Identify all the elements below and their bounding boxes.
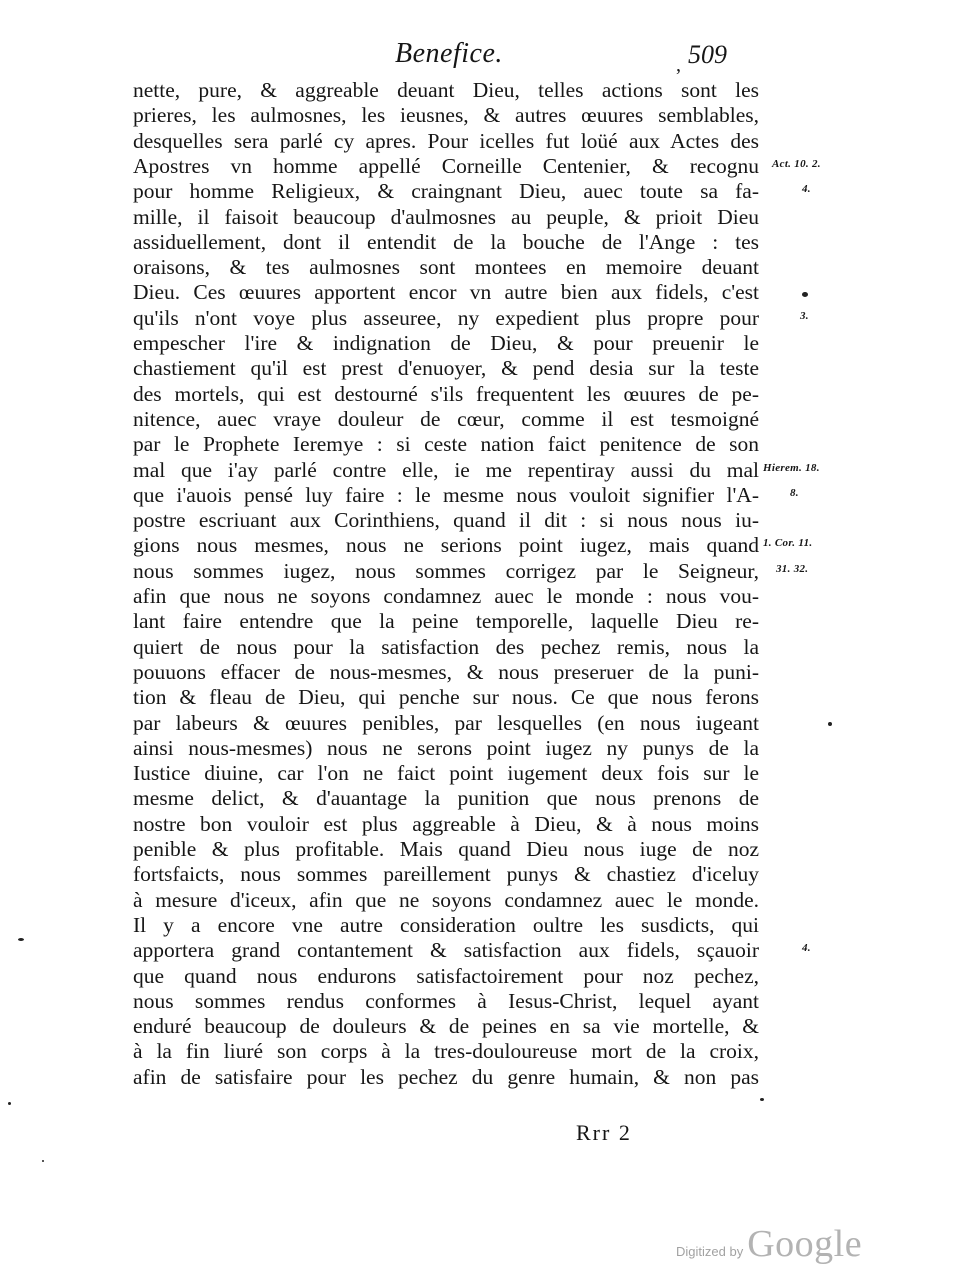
text-line: Il y a encore vne autre consideration oultre les susdicts, qui	[133, 912, 759, 937]
scan-speck	[828, 722, 832, 726]
margin-note: 3.	[800, 309, 809, 322]
text-line: apportera grand contantement & satisfaction aux fidels, sçauoir	[133, 938, 759, 963]
text-line: lant faire entendre que la peine temporelle, laquelle Dieu re-	[133, 609, 759, 634]
text-line: nous sommes rendus conformes à Iesus-Christ, lequel ayant	[133, 988, 759, 1013]
margin-note: Act. 10. 2.	[772, 157, 821, 170]
text-line: que i'auois pensé luy faire : le mesme nous vouloit signifier l'A-	[133, 482, 759, 507]
text-line: tion & fleau de Dieu, qui penche sur nous. Ce que nous ferons	[133, 685, 759, 710]
margin-note: 1. Cor. 11.	[763, 537, 813, 550]
text-line: à la fin liuré son corps à la tres-douloureuse mort de la croix,	[133, 1039, 759, 1064]
text-line: qu'ils n'ont voye plus asseuree, ny expedient plus propre pour	[133, 305, 759, 330]
text-line: que quand nous endurons satisfactoirement pour noz pechez,	[133, 963, 759, 988]
scan-speck	[8, 1102, 11, 1105]
text-line: ainsi nous-mesmes) nous ne serons point iugez ny punys de la	[133, 735, 759, 760]
text-line: quiert de nous pour la satisfaction des pechez remis, nous la	[133, 634, 759, 659]
scan-speck	[42, 1160, 44, 1162]
margin-note: 4.	[802, 183, 811, 196]
text-line: mille, il faisoit beaucoup d'aulmosnes au peuple, & prioit Dieu	[133, 204, 759, 229]
text-line: nette, pure, & aggreable deuant Dieu, telles actions sont les	[133, 78, 759, 102]
text-line: penible & plus profitable. Mais quand Dieu nous iuge de noz	[133, 837, 759, 861]
text-line: pour homme Religieux, & craingnant Dieu, auec toute sa fa-	[133, 179, 759, 204]
signature-mark: Rrr 2	[576, 1120, 632, 1145]
text-line: fortsfaicts, nous sommes pareillement punys & chastiez d'iceluy	[133, 862, 759, 887]
text-line: desquelles sera parlé cy apres. Pour icelles fut loüé aux Actes des	[133, 128, 759, 153]
text-line: assiduellement, dont il entendit de la bouche de l'Ange : tes	[133, 229, 759, 254]
text-line: Iustice diuine, car l'on ne faict point iugement deux fois sur le	[133, 761, 759, 786]
text-line: par le Prophete Ieremye : si ceste nation faict penitence de son	[133, 432, 759, 457]
text-line: nous sommes iugez, nous sommes corrigez par le Seigneur,	[133, 558, 759, 583]
scan-speck	[802, 292, 808, 297]
text-line: nostre bon vouloir est plus aggreable à Dieu, & à nous moins	[133, 811, 759, 836]
header-mark: ,	[676, 54, 681, 76]
page-number: 509	[688, 40, 727, 69]
text-line: mesme delict, & d'auantage la punition que nous prenons de	[133, 786, 759, 811]
margin-note: Hierem. 18.	[763, 461, 820, 474]
text-line: prieres, les aulmosnes, les ieusnes, & autres œuures semblables,	[133, 103, 759, 128]
digitized-by-google-watermark	[676, 1222, 862, 1266]
text-line: pouuons effacer de nous-mesmes, & nous preseruer de la puni-	[133, 659, 759, 684]
text-line: empescher l'ire & indignation de Dieu, & pour preuenir le	[133, 331, 759, 355]
text-line: postre escriuant aux Corinthiens, quand il dit : si nous nous iu-	[133, 508, 759, 533]
text-line: à mesure d'iceux, afin que ne soyons condamnez auec le monde.	[133, 887, 759, 912]
text-line: afin de satisfaire pour les pechez du genre humain, & non pas	[133, 1064, 759, 1089]
text-line: mal que i'ay parlé contre elle, ie me repentiray aussi du mal	[133, 457, 759, 482]
margin-note: 4.	[802, 942, 811, 955]
text-line: des mortels, qui est destourné s'ils frequentent les œuures de pe-	[133, 381, 759, 406]
text-line: Dieu. Ces œuures apportent encor vn autre bien aux fidels, c'est	[133, 280, 759, 305]
text-line: afin que nous ne soyons condamnez auec le monde : nous vou-	[133, 584, 759, 608]
text-line: Apostres vn homme appellé Corneille Centenier, & recognu	[133, 153, 759, 178]
scan-speck	[760, 1098, 764, 1101]
scan-speck	[18, 938, 24, 941]
text-line: oraisons, & tes aulmosnes sont montees en memoire deuant	[133, 255, 759, 280]
text-line: par labeurs & œuures penibles, par lesquelles (en nous iugeant	[133, 710, 759, 735]
text-line: chastiement qu'il est prest d'enuoyer, & pend desia sur la teste	[133, 356, 759, 381]
running-header-title: Benefice.	[395, 38, 503, 69]
text-line: gions nous mesmes, nous ne serions point iugez, mais quand	[133, 533, 759, 558]
watermark-prefix: Digitized by	[676, 1244, 744, 1259]
margin-note: 31. 32.	[776, 562, 809, 575]
margin-note: 8.	[790, 486, 799, 499]
google-logo: Google	[747, 1223, 863, 1265]
text-line: enduré beaucoup de douleurs & de peines en sa vie mortelle, &	[133, 1014, 759, 1039]
text-line: nitence, auec vraye douleur de cœur, comme il est tesmoigné	[133, 406, 759, 431]
